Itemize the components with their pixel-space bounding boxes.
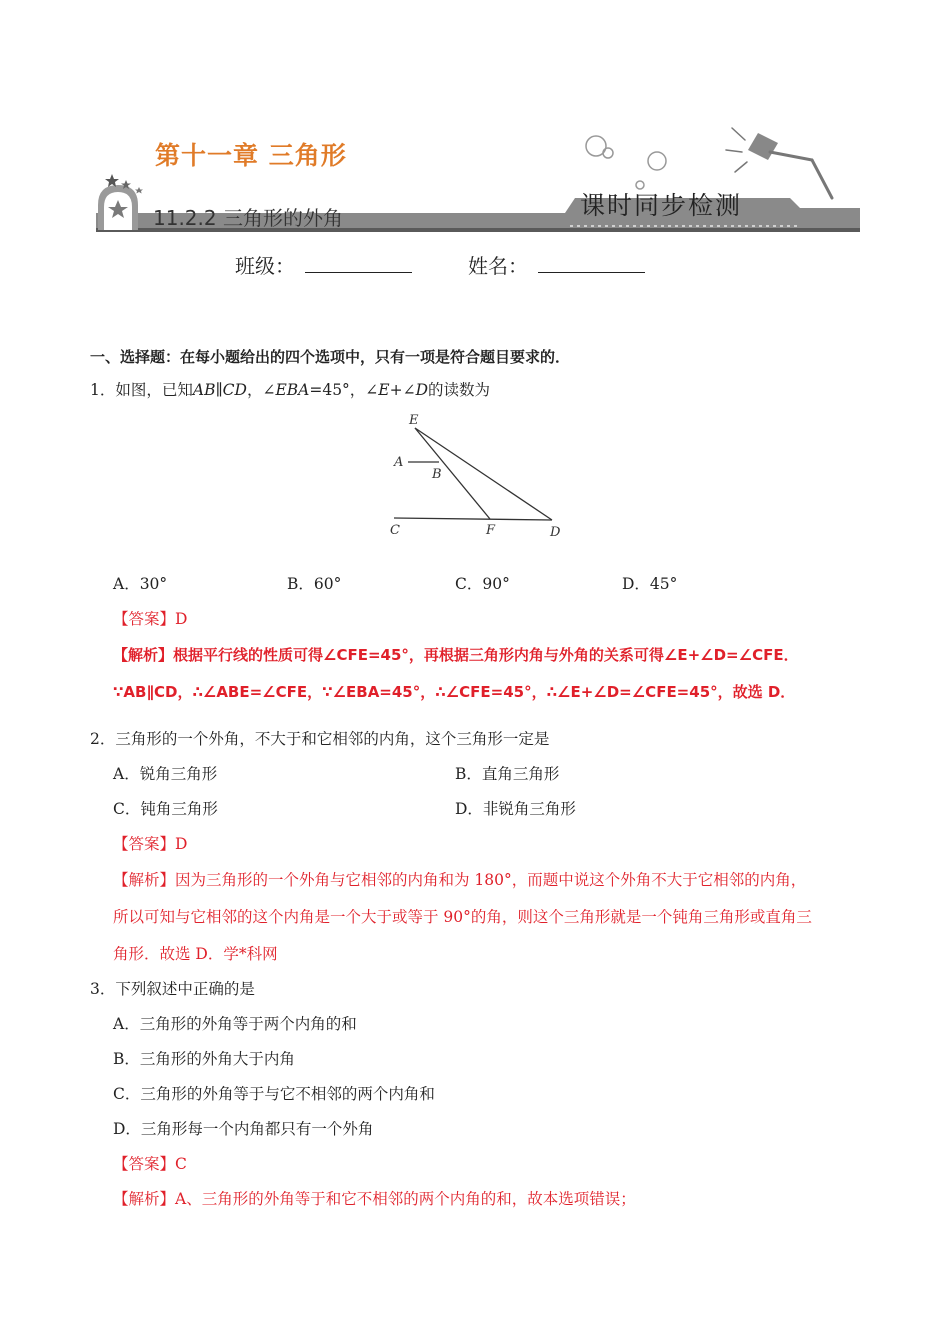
label-b: B (432, 467, 442, 482)
class-field (235, 250, 412, 279)
q1-stem-e: E (378, 381, 390, 399)
q2-analysis-line3: 角形．故选 D．学*科网 (113, 945, 278, 963)
chapter-title: 第十一章 三角形 (155, 141, 347, 170)
header-decoration (0, 0, 950, 240)
q3-option-c[interactable]: C．三角形的外角等于与它不相邻的两个内角和 (113, 1085, 435, 1103)
name-field (468, 250, 645, 279)
section-title: 11.2.2 三角形的外角 (153, 206, 343, 230)
q1-option-d[interactable]: D．45° (622, 575, 678, 593)
q2-answer: 【答案】D (113, 835, 188, 853)
q1-stem-plus: +∠ (389, 381, 416, 399)
q2-option-c[interactable]: C．钝角三角形 (113, 800, 218, 818)
line-ef (415, 428, 490, 519)
label-e: E (409, 413, 419, 428)
q1-option-c[interactable]: C．90° (455, 575, 510, 593)
q1-stem-eba: EBA (275, 381, 310, 399)
q2-analysis-line1: 【解析】因为三角形的一个外角与它相邻的内角和为 180°，而题中说这个外角不大于它相邻的内角， (113, 871, 807, 889)
q3-option-d[interactable]: D．三角形每一个内角都只有一个外角 (113, 1120, 374, 1138)
q1-answer: 【答案】D (113, 610, 188, 628)
q1-stem-end: 的读数为 (428, 381, 491, 399)
q1-analysis-line1: 【解析】根据平行线的性质可得∠CFE=45°，再根据三角形内角与外角的关系可得∠E+∠D=∠CFE． (113, 646, 799, 664)
name-label: 姓名： (468, 254, 528, 278)
bubbles-decoration (586, 136, 666, 189)
q1-stem-cd: CD (222, 381, 247, 399)
label-d: D (550, 525, 561, 540)
label-a: A (394, 455, 404, 470)
class-label: 班级： (235, 254, 295, 278)
arch-star-icon (98, 174, 143, 230)
label-c: C (390, 523, 400, 538)
banner-text: 课时同步检测 (580, 191, 743, 220)
line-cd (394, 518, 552, 520)
q2-option-a[interactable]: A．锐角三角形 (113, 765, 218, 783)
name-blank[interactable] (538, 254, 645, 273)
q2-option-d[interactable]: D．非锐角三角形 (455, 800, 576, 818)
q2-option-b[interactable]: B．直角三角形 (455, 765, 560, 783)
label-f: F (486, 523, 496, 538)
q3-answer: 【答案】C (113, 1155, 187, 1173)
q3-analysis-line1: 【解析】A、三角形的外角等于和它不相邻的两个内角的和，故本选项错误； (113, 1190, 636, 1208)
q1-stem-d: D (415, 381, 429, 399)
q3-option-b[interactable]: B．三角形的外角大于内角 (113, 1050, 295, 1068)
q1-stem-parallel: ∥ (215, 381, 223, 399)
q1-option-a[interactable]: A．30° (113, 575, 168, 593)
q1-stem-mid: ，∠ (246, 381, 276, 399)
q1-stem-num: 1．如图，已知 (90, 381, 193, 399)
q3-stem: 3．下列叙述中正确的是 (90, 980, 255, 998)
q1-geometry-figure (382, 408, 567, 543)
q2-analysis-line2: 所以可知与它相邻的这个内角是一个大于或等于 90°的角，则这个三角形就是一个钝角三角形或直角三 (113, 908, 812, 926)
q1-stem-mid2: =45°，∠ (309, 381, 379, 399)
q1-option-b[interactable]: B．60° (287, 575, 342, 593)
class-blank[interactable] (305, 254, 412, 273)
q1-stem (90, 380, 490, 400)
q1-analysis-line2: ∵AB∥CD，∴∠ABE=∠CFE，∵∠EBA=45°，∴∠CFE=45°，∴∠E+∠D=∠CFE=45°，故选 D． (113, 683, 796, 701)
q1-stem-ab: AB (192, 381, 216, 399)
q2-stem: 2．三角形的一个外角，不大于和它相邻的内角，这个三角形一定是 (90, 730, 550, 748)
q3-option-a[interactable]: A．三角形的外角等于两个内角的和 (113, 1015, 357, 1033)
section-heading: 一、选择题：在每小题给出的四个选项中，只有一项是符合题目要求的． (90, 348, 571, 366)
